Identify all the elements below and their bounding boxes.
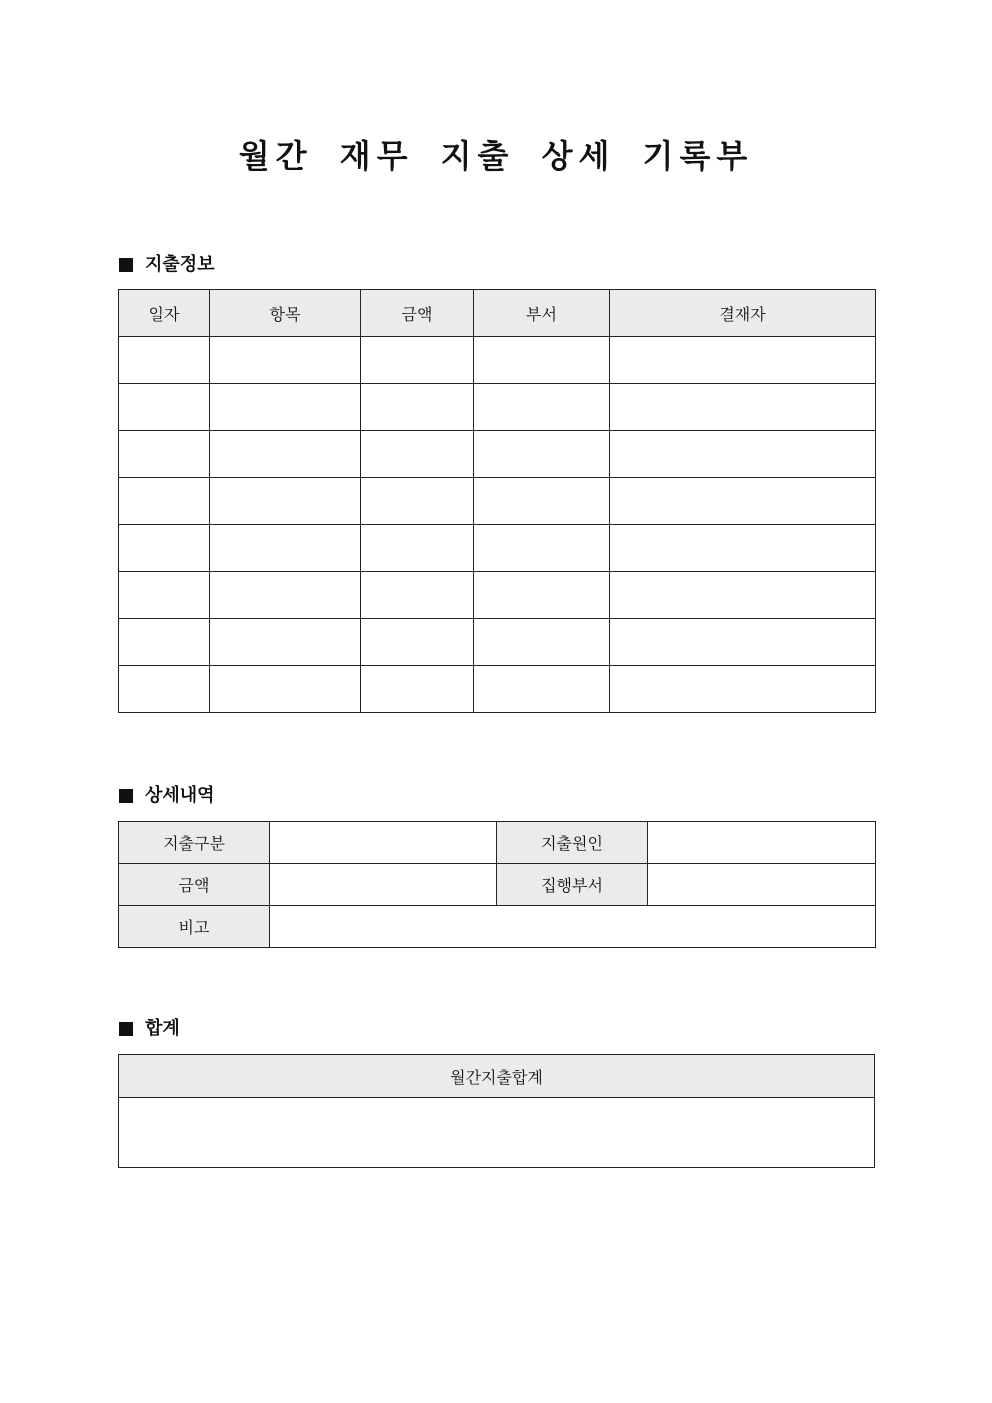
section-heading-total: [119, 1017, 180, 1041]
cell-item[interactable]: [210, 337, 361, 384]
label-category: 지출구분: [119, 822, 270, 864]
detail-row-amount: [119, 864, 876, 906]
label-amount: 금액: [119, 864, 270, 906]
cell-item[interactable]: [210, 384, 361, 431]
table-row: [119, 619, 876, 666]
cell-date[interactable]: [119, 384, 210, 431]
cell-amount[interactable]: [361, 384, 474, 431]
label-department: 집행부서: [497, 864, 648, 906]
cell-approver[interactable]: [610, 572, 876, 619]
cell-date[interactable]: [119, 525, 210, 572]
cell-date[interactable]: [119, 666, 210, 713]
cell-department[interactable]: [474, 478, 610, 525]
cell-amount[interactable]: [361, 572, 474, 619]
cell-date[interactable]: [119, 572, 210, 619]
label-reason: 지출원인: [497, 822, 648, 864]
cell-amount[interactable]: [361, 337, 474, 384]
cell-approver[interactable]: [610, 337, 876, 384]
field-department[interactable]: [648, 864, 876, 906]
section-heading-total-label: 합계: [145, 1018, 180, 1039]
cell-approver[interactable]: [610, 525, 876, 572]
field-amount[interactable]: [270, 864, 497, 906]
section-heading-info-label: 지출정보: [145, 254, 215, 275]
cell-amount[interactable]: [361, 619, 474, 666]
square-bullet-icon: [119, 789, 133, 803]
detail-row-note: [119, 906, 876, 948]
cell-item[interactable]: [210, 431, 361, 478]
expense-detail-table: [118, 821, 876, 948]
table-row: [119, 666, 876, 713]
cell-department[interactable]: [474, 337, 610, 384]
cell-department[interactable]: [474, 619, 610, 666]
label-note: 비고: [119, 906, 270, 948]
cell-department[interactable]: [474, 384, 610, 431]
section-heading-info: [119, 253, 215, 277]
field-category[interactable]: [270, 822, 497, 864]
field-reason[interactable]: [648, 822, 876, 864]
field-note[interactable]: [270, 906, 876, 948]
table-header-row: [119, 290, 876, 337]
cell-department[interactable]: [474, 572, 610, 619]
cell-approver[interactable]: [610, 478, 876, 525]
table-row: [119, 337, 876, 384]
label-monthly-total: 월간지출합계: [119, 1055, 875, 1098]
cell-amount[interactable]: [361, 525, 474, 572]
section-heading-detail-label: 상세내역: [145, 785, 215, 806]
cell-amount[interactable]: [361, 478, 474, 525]
table-row: [119, 431, 876, 478]
table-row: [119, 384, 876, 431]
document-title: 월간 재무 지출 상세 기록부: [238, 137, 754, 175]
cell-date[interactable]: [119, 619, 210, 666]
table-row: [119, 572, 876, 619]
cell-department[interactable]: [474, 666, 610, 713]
cell-date[interactable]: [119, 431, 210, 478]
cell-amount[interactable]: [361, 431, 474, 478]
cell-date[interactable]: [119, 337, 210, 384]
cell-item[interactable]: [210, 525, 361, 572]
total-value-row: [119, 1098, 875, 1168]
cell-item[interactable]: [210, 666, 361, 713]
section-heading-detail: [119, 784, 215, 808]
column-header-approver: 결재자: [610, 290, 876, 337]
cell-approver[interactable]: [610, 619, 876, 666]
column-header-amount: 금액: [361, 290, 474, 337]
cell-approver[interactable]: [610, 431, 876, 478]
cell-amount[interactable]: [361, 666, 474, 713]
monthly-total-table: [118, 1054, 875, 1168]
square-bullet-icon: [119, 1022, 133, 1036]
field-monthly-total[interactable]: [119, 1098, 875, 1168]
cell-date[interactable]: [119, 478, 210, 525]
cell-item[interactable]: [210, 478, 361, 525]
column-header-date: 일자: [119, 290, 210, 337]
square-bullet-icon: [119, 258, 133, 272]
detail-row-category: [119, 822, 876, 864]
cell-department[interactable]: [474, 431, 610, 478]
total-header-row: [119, 1055, 875, 1098]
column-header-department: 부서: [474, 290, 610, 337]
table-row: [119, 525, 876, 572]
cell-approver[interactable]: [610, 666, 876, 713]
column-header-item: 항목: [210, 290, 361, 337]
cell-item[interactable]: [210, 619, 361, 666]
table-row: [119, 478, 876, 525]
expense-info-table: [118, 289, 876, 713]
cell-department[interactable]: [474, 525, 610, 572]
cell-item[interactable]: [210, 572, 361, 619]
cell-approver[interactable]: [610, 384, 876, 431]
